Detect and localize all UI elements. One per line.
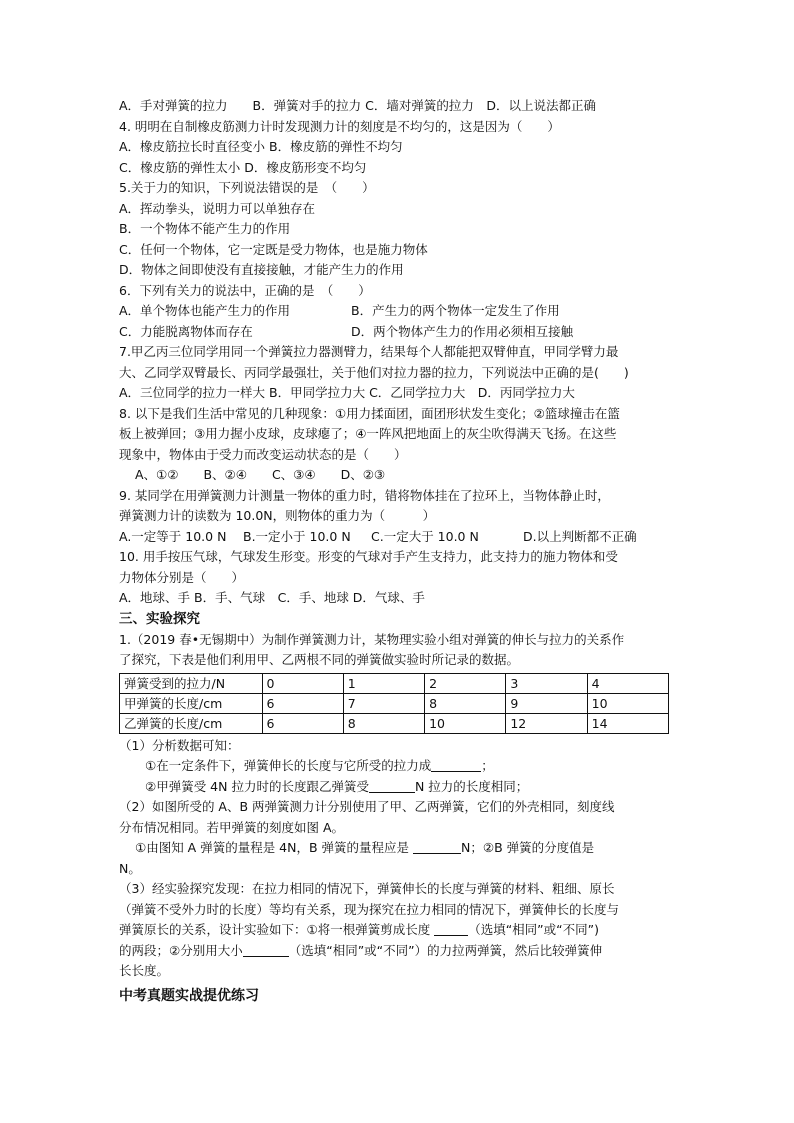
exp-part2-a-end: N；②B 弹簧的分度值是 — [461, 840, 595, 855]
exp-part1: （1）分析数据可知： — [119, 737, 240, 753]
table-cell: 8 — [343, 713, 424, 733]
q8-stem-line1: 8. 以下是我们生活中常见的几种现象：①用力揉面团，面团形状发生变化；②篮球撞击在篮 — [119, 405, 620, 421]
q10-options: A．地球、手 B．手、气球 C．手、地球 D．气球、手 — [119, 590, 425, 605]
table-cell: 0 — [262, 673, 343, 693]
q7-options: A．三位同学的拉力一样大 B．甲同学拉力大 C．乙同学拉力大 D．丙同学拉力大 — [119, 385, 575, 400]
exp-q1-line1: 1.（2019 春•无锡期中）为制作弹簧测力计，某物理实验小组对弹簧的伸长与拉力的关系作 — [119, 631, 625, 647]
table-cell: 9 — [506, 693, 587, 713]
q9-option-b: B.一定小于 10.0 N — [243, 528, 351, 544]
exp-part3-line3-end: （选填“相同”或“不同”) — [468, 922, 599, 937]
answer-blank[interactable] — [413, 841, 461, 854]
q8-stem-line3: 现象中，物体由于受力而改变运动状态的是（ ） — [119, 446, 407, 462]
table-cell: 3 — [506, 673, 587, 693]
exp-part2-a-text: ①由图知 A 弹簧的量程是 4N，B 弹簧的量程应是 — [135, 840, 414, 855]
q4-stem: 4. 明明在自制橡皮筋测力计时发现测力计的刻度是不均匀的，这是因为（ ） — [119, 118, 560, 134]
answer-blank[interactable] — [431, 759, 481, 772]
answer-blank[interactable] — [243, 944, 289, 957]
exp-part3-line4-end: （选填“相同”或“不同”）的力拉两弹簧，然后比较弹簧伸 — [288, 942, 603, 958]
exp-part3-line4-text: 的两段；②分别用大小 — [119, 942, 243, 958]
q6-options-cd — [119, 322, 679, 343]
table-cell: 1 — [343, 673, 424, 693]
table-cell: 6 — [262, 693, 343, 713]
q9-options — [119, 527, 679, 548]
exp-part3-line1: （3）经实验探究发现：在拉力相同的情况下，弹簧伸长的长度与弹簧的材料、粗细、原长 — [119, 881, 615, 896]
table-cell: 12 — [506, 713, 587, 733]
q9-stem-line1: 9. 某同学在用弹簧测力计测量一物体的重力时，错将物体挂在了拉环上，当物体静止时， — [119, 487, 610, 503]
exp-part3-line2: （弹簧不受外力时的长度）等均有关系，现为探究在拉力相同的情况下，弹簧伸长的长度与 — [119, 901, 620, 917]
q6-option-d: D．两个物体产生力的作用必须相互接触 — [351, 323, 574, 339]
exp-part3-line3-text: 弹簧原长的关系，设计实验如下：①将一根弹簧剪成长度 — [119, 922, 435, 937]
exp-part2-line1: （2）如图所受的 A、B 两弹簧测力计分别使用了甲、乙两弹簧，它们的外壳相同，刻度线 — [119, 799, 615, 814]
table-row — [120, 673, 669, 693]
answer-blank[interactable] — [434, 923, 468, 936]
q5-option-a: A．挥动拳头，说明力可以单独存在 — [119, 200, 316, 216]
table-row-header: 乙弹簧的长度/cm — [120, 713, 263, 733]
q9-stem-line2: 弹簧测力计的读数为 10.0N，则物体的重力为（ ） — [119, 508, 436, 523]
table-row-header: 弹簧受到的拉力/N — [120, 673, 263, 693]
q5-stem: 5.关于力的知识，下列说法错误的是 （ ） — [119, 180, 375, 195]
q8-options: A、①② B、②④ C、③④ D、②③ — [135, 467, 386, 482]
q9-option-a: A.一定等于 10.0 N — [119, 528, 227, 544]
q3-options: A．手对弹簧的拉力 B．弹簧对手的拉力 C．墙对弹簧的拉力 D．以上说法都正确 — [119, 98, 596, 113]
document-page — [119, 96, 679, 1008]
exp-part1-b-end: N 拉力的长度相同； — [414, 778, 529, 794]
exp-q1-line2: 了探究，下表是他们利用甲、乙两根不同的弹簧做实验时所记录的数据。 — [119, 652, 520, 667]
q6-option-b: B．产生力的两个物体一定发生了作用 — [351, 303, 560, 318]
table-cell: 2 — [425, 673, 506, 693]
section-heading-experiment: 三、实验探究 — [119, 610, 200, 627]
q7-stem-line2: 大、乙同学双臂最长、丙同学最强壮，关于他们对拉力器的拉力，下列说法中正确的是( ) — [119, 364, 629, 380]
exp-part1-b-text: ②甲弹簧受 4N 拉力时的长度跟乙弹簧受 — [145, 778, 369, 794]
exp-part3-line5: 长长度。 — [119, 963, 170, 978]
q8-stem-line2: 板上被弹回；③用力握小皮球，皮球瘪了；④一阵风把地面上的灰尘吹得满天飞扬。在这些 — [119, 426, 617, 441]
exp-part2-a-cont: N。 — [119, 860, 141, 876]
table-cell: 7 — [343, 693, 424, 713]
exp-part3-line4 — [119, 941, 679, 962]
table-cell: 6 — [262, 713, 343, 733]
q10-stem-line2: 力物体分别是（ ） — [119, 569, 245, 585]
exp-part1-b — [119, 777, 679, 798]
q5-option-c: C．任何一个物体，它一定既是受力物体，也是施力物体 — [119, 241, 428, 257]
q7-stem-line1: 7.甲乙丙三位同学用同一个弹簧拉力器测臂力，结果每个人都能把双臂伸直，甲同学臂力最 — [119, 344, 619, 359]
spring-data-table — [119, 673, 669, 734]
q4-options-ab: A．橡皮筋拉长时直径变小 B．橡皮筋的弹性不均匀 — [119, 139, 403, 154]
exp-part1-a — [119, 756, 679, 777]
answer-blank[interactable] — [369, 780, 415, 793]
exp-part3-line3 — [119, 920, 679, 941]
exp-part2-line2: 分布情况相同。若甲弹簧的刻度如图 A。 — [119, 819, 345, 835]
table-row — [120, 713, 669, 733]
table-cell: 14 — [587, 713, 668, 733]
q10-stem-line1: 10. 用手按压气球，气球发生形变。形变的气球对手产生支持力，此支持力的施力物体和受 — [119, 549, 618, 564]
table-cell: 4 — [587, 673, 668, 693]
q5-option-d: D．物体之间即使没有直接接触，才能产生力的作用 — [119, 262, 404, 277]
table-row-header: 甲弹簧的长度/cm — [120, 693, 263, 713]
table-cell: 10 — [425, 713, 506, 733]
table-cell: 8 — [425, 693, 506, 713]
q5-option-b: B．一个物体不能产生力的作用 — [119, 221, 291, 236]
q9-option-d: D.以上判断都不正确 — [523, 528, 637, 544]
q9-option-c: C.一定大于 10.0 N — [371, 528, 479, 544]
q6-stem: 6．下列有关力的说法中，正确的是 （ ） — [119, 282, 371, 298]
section-heading-exam-practice: 中考真题实战提优练习 — [119, 987, 259, 1004]
table-cell: 10 — [587, 693, 668, 713]
q4-options-cd: C．橡皮筋的弹性太小 D．橡皮筋形变不均匀 — [119, 159, 367, 175]
exp-part1-a-text: ①在一定条件下，弹簧伸长的长度与它所受的拉力成 — [145, 758, 432, 773]
q6-option-a: A．单个物体也能产生力的作用 — [119, 303, 291, 318]
exp-part1-a-end: ； — [481, 758, 494, 773]
exp-part2-a — [119, 838, 679, 859]
table-row — [120, 693, 669, 713]
q6-options-ab — [119, 301, 679, 322]
q6-option-c: C．力能脱离物体而存在 — [119, 323, 253, 339]
